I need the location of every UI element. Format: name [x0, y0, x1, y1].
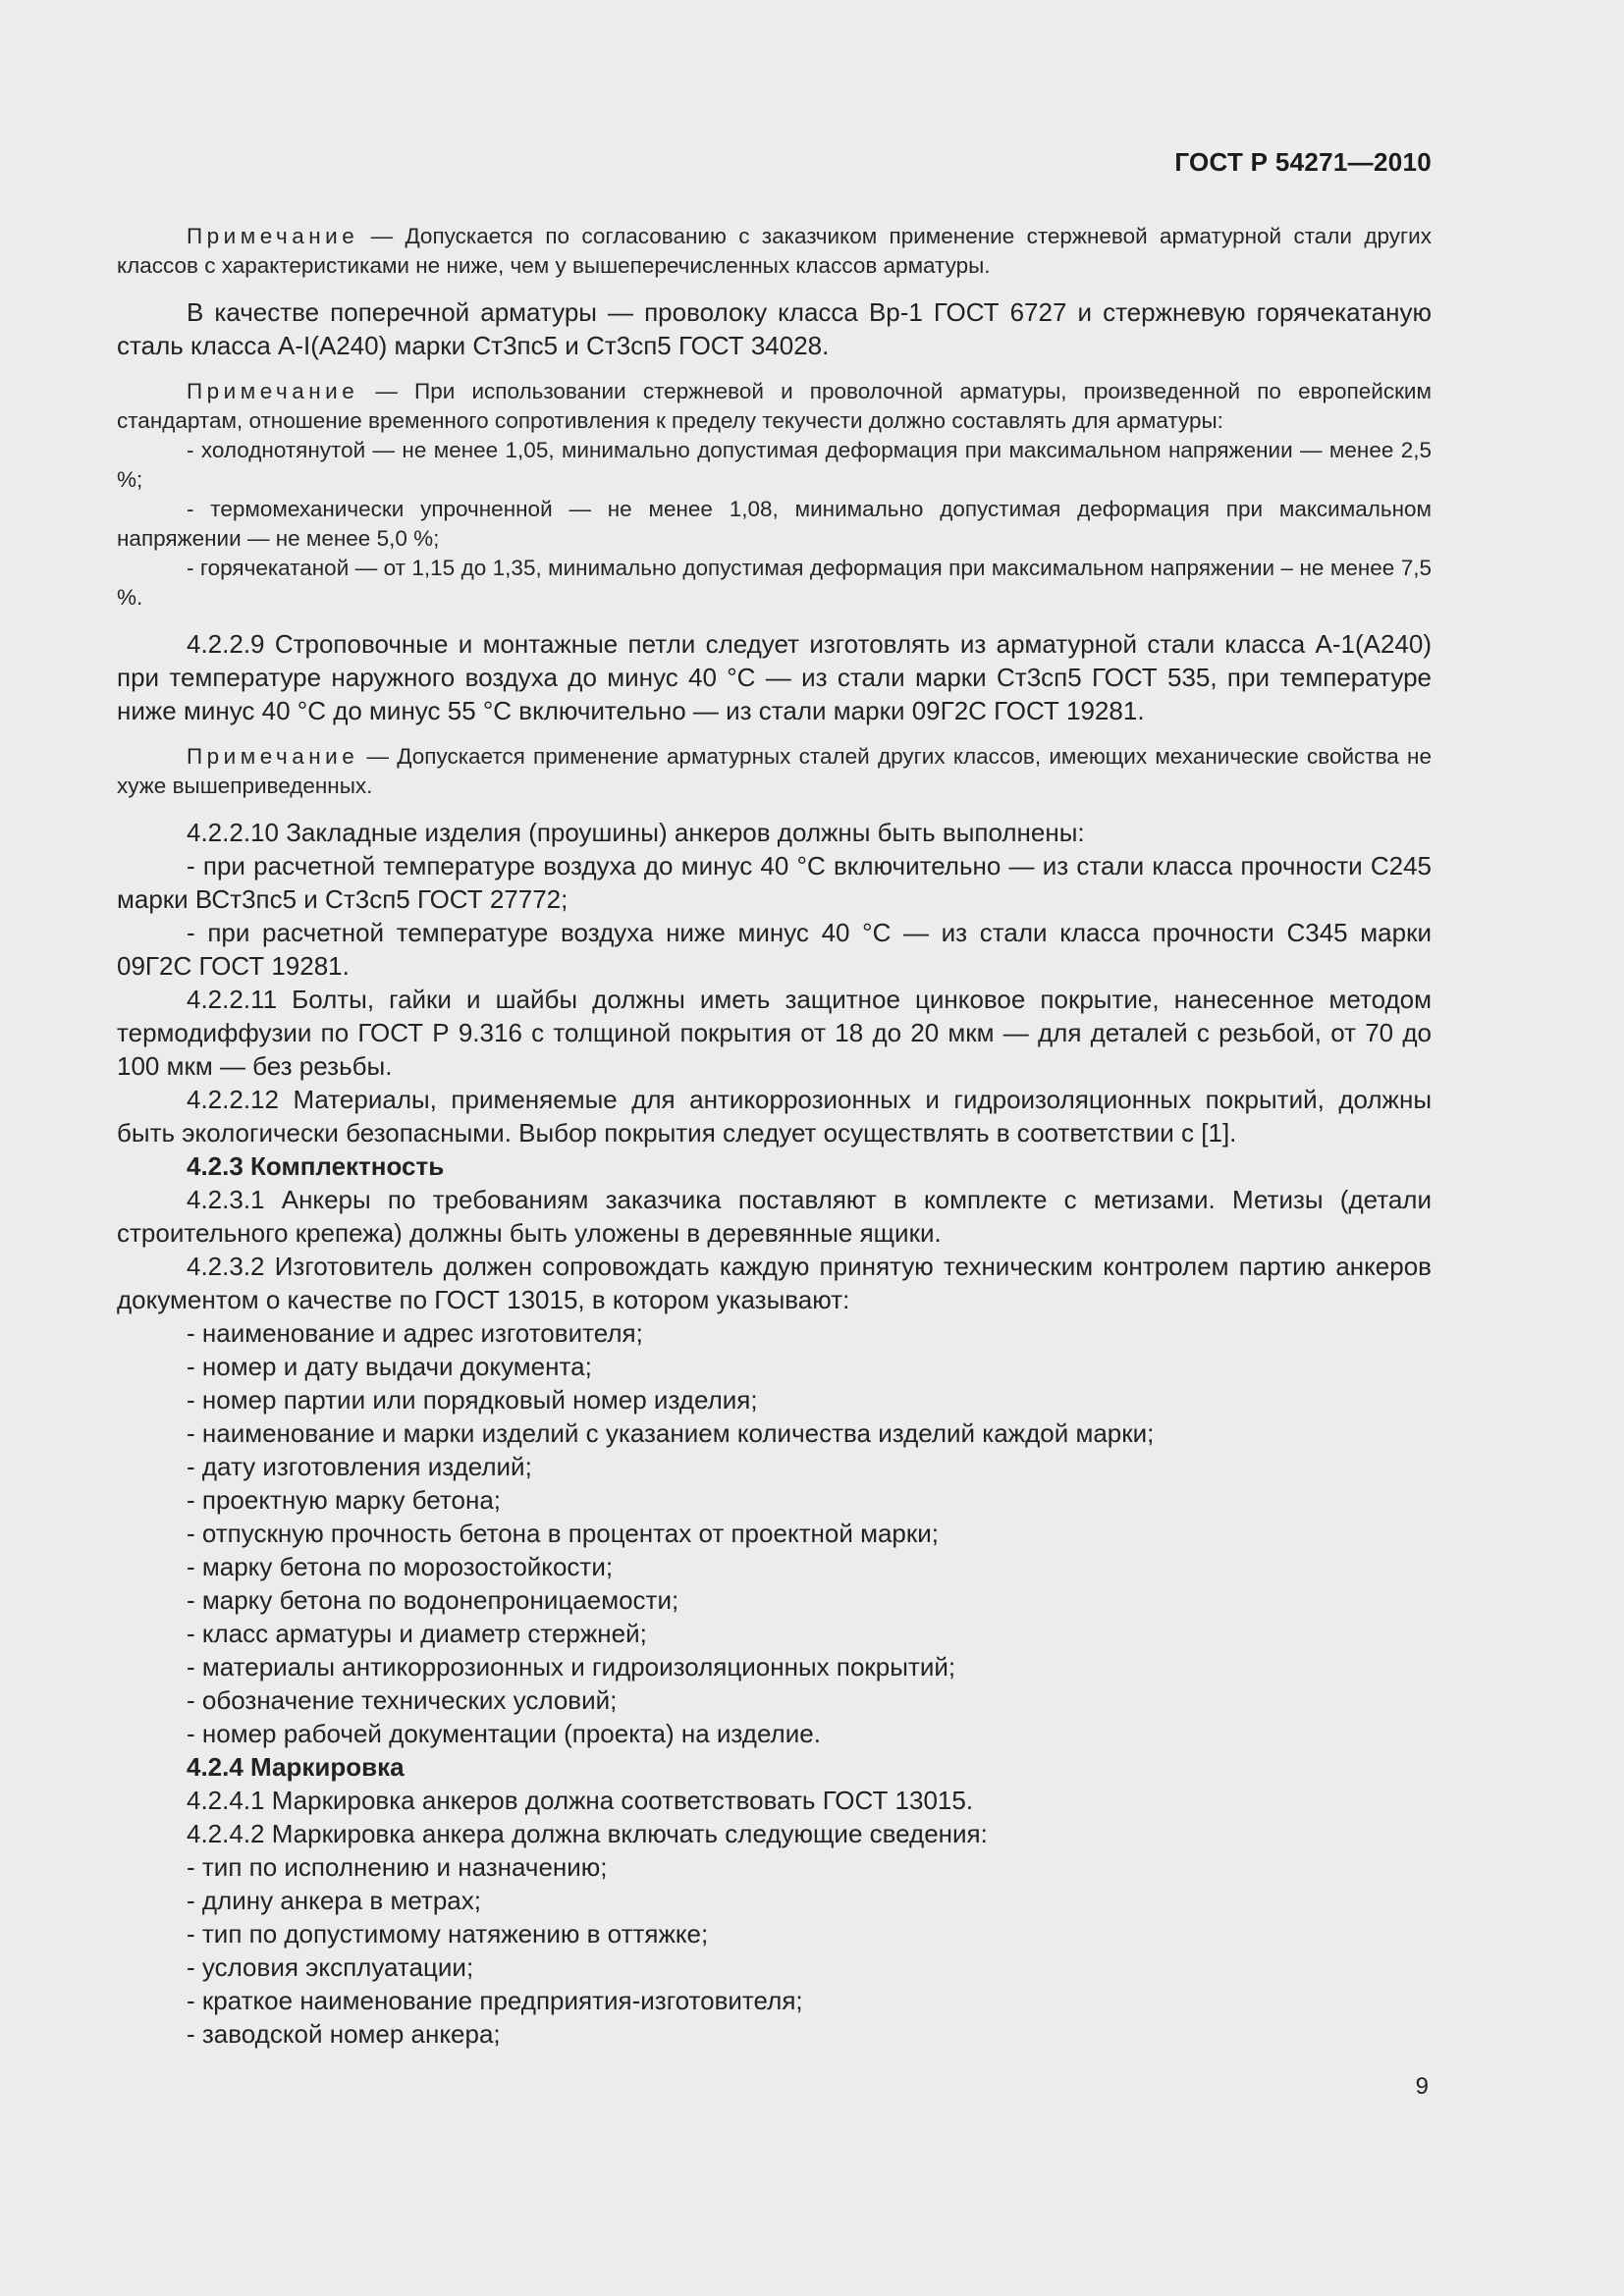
note-2-item: - горячекатаной — от 1,15 до 1,35, минимально допустимая деформация при максимальном напряжении – не менее 7,5 %. — [117, 556, 1432, 610]
list-item: - заводской номер анкера; — [187, 2019, 501, 2049]
list-item: - краткое наименование предприятия-изготовителя; — [187, 1986, 803, 2015]
list-item: - обозначение технических условий; — [187, 1685, 618, 1715]
paragraph-4-2-4-1: 4.2.4.1 Маркировка анкеров должна соответствовать ГОСТ 13015. — [187, 1786, 974, 1815]
list-item: - номер партии или порядковый номер изделия; — [187, 1385, 758, 1415]
paragraph-4-2-2-10-item: - при расчетной температуре воздуха до минус 40 °С включительно — из стали класса прочности С245 марки ВСт3пс5 и Ст3сп5 ГОСТ 27772; — [117, 851, 1432, 914]
note-label: Примечание — [187, 744, 359, 769]
note-text: — Допускается применение арматурных сталей других классов, имеющих механические свойства не хуже вышеприведенных. — [117, 744, 1432, 798]
page-content — [117, 222, 1432, 2051]
paragraph-4-2-2-10-item: - при расчетной температуре воздуха ниже минус 40 °С — из стали класса прочности С345 марки 09Г2С ГОСТ 19281. — [117, 918, 1432, 981]
paragraph-4-2-2-10: 4.2.2.10 Закладные изделия (проушины) анкеров должны быть выполнены: — [187, 818, 1085, 847]
section-heading-4-2-3: 4.2.3 Комплектность — [187, 1151, 445, 1181]
list-item: - наименование и марки изделий с указанием количества изделий каждой марки; — [187, 1418, 1155, 1448]
note-2-item: - холоднотянутой — не менее 1,05, минимально допустимая деформация при максимальном напряжении — менее 2,5 %; — [117, 438, 1432, 492]
list-item: - марку бетона по морозостойкости; — [187, 1552, 614, 1581]
paragraph-transverse-reinforcement: В качестве поперечной арматуры — проволоку класса Вр-1 ГОСТ 6727 и стержневую горячекатаную сталь класса А-I(А240) марки Ст3пс5 и Ст3сп5 ГОСТ 34028. — [117, 297, 1432, 360]
marking-list — [117, 1850, 1432, 2051]
list-item: - класс арматуры и диаметр стержней; — [187, 1619, 647, 1648]
paragraph-4-2-3-2: 4.2.3.2 Изготовитель должен сопровождать каждую принятую техническим контролем партию анкеров документом о качестве по ГОСТ 13015, в котором указывают: — [117, 1252, 1432, 1314]
quality-document-list — [117, 1316, 1432, 1750]
paragraph-4-2-2-9: 4.2.2.9 Строповочные и монтажные петли следует изготовлять из арматурной стали класса А-1(А240) при температуре наружного воздуха до минус 40 °С — из стали марки Ст3сп5 ГОСТ 535, при температуре ниже минус 40 °С до минус 55 °С включительно — из стали марки 09Г2С ГОСТ 19281. — [117, 629, 1432, 725]
note-label: Примечание — [187, 379, 359, 403]
list-item: - материалы антикоррозионных и гидроизоляционных покрытий; — [187, 1652, 956, 1682]
note-3 — [117, 742, 1432, 801]
list-item: - проектную марку бетона; — [187, 1485, 501, 1515]
note-1 — [117, 222, 1432, 281]
list-item: - длину анкера в метрах; — [187, 1886, 481, 1915]
page-number: 9 — [1415, 2073, 1429, 2100]
paragraph-4-2-2-12: 4.2.2.12 Материалы, применяемые для антикоррозионных и гидроизоляционных покрытий, должны быть экологически безопасными. Выбор покрытия следует осуществлять в соответствии с [1]. — [117, 1085, 1432, 1148]
document-number-header: ГОСТ Р 54271—2010 — [1174, 147, 1432, 177]
list-item: - условия эксплуатации; — [187, 1952, 474, 1982]
note-label: Примечание — [187, 224, 359, 248]
list-item: - номер и дату выдачи документа; — [187, 1352, 592, 1381]
section-heading-4-2-4: 4.2.4 Маркировка — [187, 1752, 405, 1782]
list-item: - отпускную прочность бетона в процентах от проектной марки; — [187, 1519, 939, 1548]
list-item: - номер рабочей документации (проекта) на изделие. — [187, 1719, 821, 1748]
paragraph-4-2-3-1: 4.2.3.1 Анкеры по требованиям заказчика поставляют в комплекте с метизами. Метизы (детали строительного крепежа) должны быть уложены в деревянные ящики. — [117, 1185, 1432, 1248]
note-text: — Допускается по согласованию с заказчиком применение стержневой арматурной стали других классов с характеристиками не ниже, чем у вышеперечисленных классов арматуры. — [117, 224, 1432, 278]
list-item: - дату изготовления изделий; — [187, 1452, 532, 1481]
paragraph-4-2-4-2: 4.2.4.2 Маркировка анкера должна включать следующие сведения: — [187, 1819, 988, 1848]
note-2-item: - термомеханически упрочненной — не менее 1,08, минимально допустимая деформация при максимальном напряжении — не менее 5,0 %; — [117, 497, 1432, 551]
list-item: - марку бетона по водонепроницаемости; — [187, 1585, 679, 1615]
list-item: - тип по исполнению и назначению; — [187, 1852, 608, 1882]
list-item: - наименование и адрес изготовителя; — [187, 1318, 643, 1348]
note-text: — При использовании стержневой и проволочной арматуры, произведенной по европейским стандартам, отношение временного сопротивления к пределу текучести должно составлять для арматуры: — [117, 379, 1432, 433]
list-item: - тип по допустимому натяжению в оттяжке; — [187, 1919, 709, 1949]
paragraph-4-2-2-11: 4.2.2.11 Болты, гайки и шайбы должны иметь защитное цинковое покрытие, нанесенное методом термодиффузии по ГОСТ Р 9.316 с толщиной покрытия от 18 до 20 мкм — для деталей с резьбой, от 70 до 100 мкм — без резьбы. — [117, 985, 1432, 1081]
note-2 — [117, 377, 1432, 436]
